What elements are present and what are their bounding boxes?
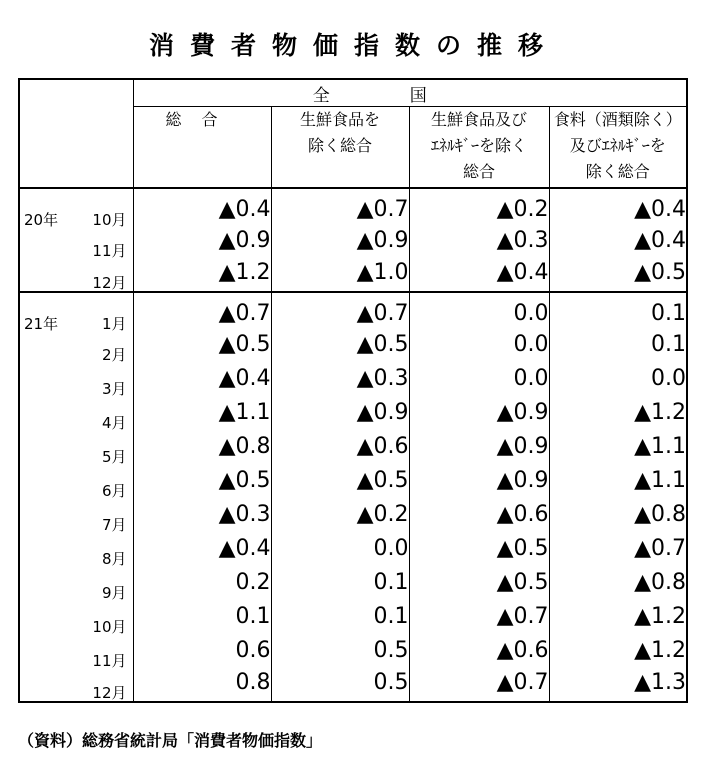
month-label: 2月	[101, 346, 127, 364]
value-cell: ▲1.1	[549, 463, 687, 497]
value-cell: ▲0.4	[133, 188, 271, 223]
table-header	[19, 79, 687, 188]
value-cell: ▲0.5	[133, 327, 271, 361]
value-cell: ▲0.7	[409, 599, 549, 633]
value-cell: ▲0.5	[409, 531, 549, 565]
month-label: 12月	[92, 274, 127, 292]
period-cell	[19, 327, 133, 364]
column-header-label: 食料（酒類除く） 及びｴﾈﾙｷﾞｰを 除く総合	[553, 110, 682, 181]
table-row	[19, 599, 687, 633]
value-cell: ▲0.7	[271, 292, 409, 327]
value-cell: 0.2	[133, 565, 271, 599]
value-cell: ▲0.9	[409, 429, 549, 463]
value-cell: ▲0.6	[409, 633, 549, 667]
value-cell: ▲1.1	[133, 395, 271, 429]
value-cell: ▲0.7	[271, 188, 409, 223]
period-cell	[19, 395, 133, 432]
value-cell: ▲1.2	[133, 257, 271, 292]
value-cell: ▲0.5	[271, 327, 409, 361]
value-cell: 0.8	[133, 667, 271, 702]
period-cell	[19, 565, 133, 602]
value-cell: ▲0.7	[409, 667, 549, 702]
month-label: 8月	[101, 550, 127, 568]
value-cell: ▲0.4	[409, 257, 549, 292]
table-row	[19, 257, 687, 292]
month-label: 7月	[101, 516, 127, 534]
value-cell: ▲0.7	[549, 531, 687, 565]
value-cell: 0.0	[271, 531, 409, 565]
value-cell: 0.1	[133, 599, 271, 633]
value-cell: ▲0.4	[133, 531, 271, 565]
year-label: 21年	[24, 315, 59, 333]
value-cell: ▲0.3	[133, 497, 271, 531]
value-cell: ▲1.2	[549, 395, 687, 429]
value-cell: 0.5	[271, 633, 409, 667]
value-cell: ▲0.2	[271, 497, 409, 531]
value-cell: ▲0.6	[271, 429, 409, 463]
column-header-core-core	[409, 107, 549, 189]
table-row	[19, 327, 687, 361]
year-label: 20年	[24, 211, 59, 229]
period-cell	[19, 497, 133, 534]
table-row	[19, 633, 687, 667]
value-cell: 0.5	[271, 667, 409, 702]
value-cell: ▲0.7	[133, 292, 271, 327]
value-cell: ▲0.5	[133, 463, 271, 497]
table-row	[19, 395, 687, 429]
value-cell: ▲0.9	[133, 223, 271, 257]
value-cell: ▲0.3	[271, 361, 409, 395]
month-label: 11月	[92, 242, 127, 260]
national-group-header: 全国	[133, 79, 687, 107]
period-cell	[19, 531, 133, 568]
column-header-overall	[133, 107, 271, 189]
month-label: 10月	[92, 618, 127, 636]
period-cell	[19, 599, 133, 636]
value-cell: ▲0.8	[549, 497, 687, 531]
value-cell: 0.0	[409, 292, 549, 327]
period-header-cell	[19, 79, 133, 188]
table-row	[19, 667, 687, 702]
table-row	[19, 223, 687, 257]
period-cell	[19, 223, 133, 260]
value-cell: ▲0.3	[409, 223, 549, 257]
column-header-label: 総 合	[165, 110, 220, 129]
period-cell	[19, 463, 133, 500]
month-label: 11月	[92, 652, 127, 670]
month-label: 1月	[101, 315, 127, 333]
value-cell: ▲1.1	[549, 429, 687, 463]
value-cell: ▲0.9	[271, 395, 409, 429]
value-cell: ▲0.2	[409, 188, 549, 223]
column-header-us-style-core	[549, 107, 687, 189]
table-row	[19, 497, 687, 531]
column-header-label: 生鮮食品を 除く総合	[299, 110, 380, 155]
value-cell: ▲1.2	[549, 633, 687, 667]
column-header-core	[271, 107, 409, 189]
period-cell	[19, 667, 133, 702]
value-cell: 0.1	[549, 292, 687, 327]
column-header-label: 生鮮食品及び ｴﾈﾙｷﾞｰを除く 総合	[430, 110, 527, 181]
period-cell	[19, 633, 133, 670]
month-label: 4月	[101, 414, 127, 432]
period-cell	[19, 361, 133, 398]
source-note: （資料）総務省統計局「消費者物価指数」	[18, 731, 323, 750]
table-row	[19, 429, 687, 463]
value-cell: ▲0.4	[549, 188, 687, 223]
value-cell: ▲0.5	[271, 463, 409, 497]
table-row	[19, 531, 687, 565]
value-cell: ▲0.9	[409, 463, 549, 497]
value-cell: ▲1.0	[271, 257, 409, 292]
value-cell: 0.1	[549, 327, 687, 361]
value-cell: ▲0.8	[549, 565, 687, 599]
month-label: 9月	[101, 584, 127, 602]
period-cell	[19, 188, 133, 229]
value-cell: 0.1	[271, 565, 409, 599]
cpi-table	[18, 78, 688, 703]
table-row	[19, 292, 687, 327]
page-title: 消費者物価指数の推移	[148, 31, 559, 60]
period-cell	[19, 429, 133, 466]
period-cell	[19, 292, 133, 333]
value-cell: ▲0.6	[409, 497, 549, 531]
table-row	[19, 565, 687, 599]
value-cell: ▲1.2	[549, 599, 687, 633]
value-cell: 0.0	[549, 361, 687, 395]
month-label: 10月	[92, 211, 127, 229]
value-cell: 0.0	[409, 327, 549, 361]
table-row	[19, 361, 687, 395]
value-cell: ▲0.5	[409, 565, 549, 599]
month-label: 12月	[92, 684, 127, 702]
value-cell: ▲0.8	[133, 429, 271, 463]
period-cell	[19, 257, 133, 292]
value-cell: ▲0.9	[409, 395, 549, 429]
value-cell: ▲0.9	[271, 223, 409, 257]
value-cell: 0.0	[409, 361, 549, 395]
value-cell: 0.6	[133, 633, 271, 667]
month-label: 6月	[101, 482, 127, 500]
month-label: 5月	[101, 448, 127, 466]
month-label: 3月	[101, 380, 127, 398]
value-cell: ▲0.4	[549, 223, 687, 257]
value-cell: ▲1.3	[549, 667, 687, 702]
table-row	[19, 188, 687, 223]
table-body	[19, 188, 687, 702]
value-cell: ▲0.4	[133, 361, 271, 395]
table-row	[19, 463, 687, 497]
value-cell: ▲0.5	[549, 257, 687, 292]
value-cell: 0.1	[271, 599, 409, 633]
